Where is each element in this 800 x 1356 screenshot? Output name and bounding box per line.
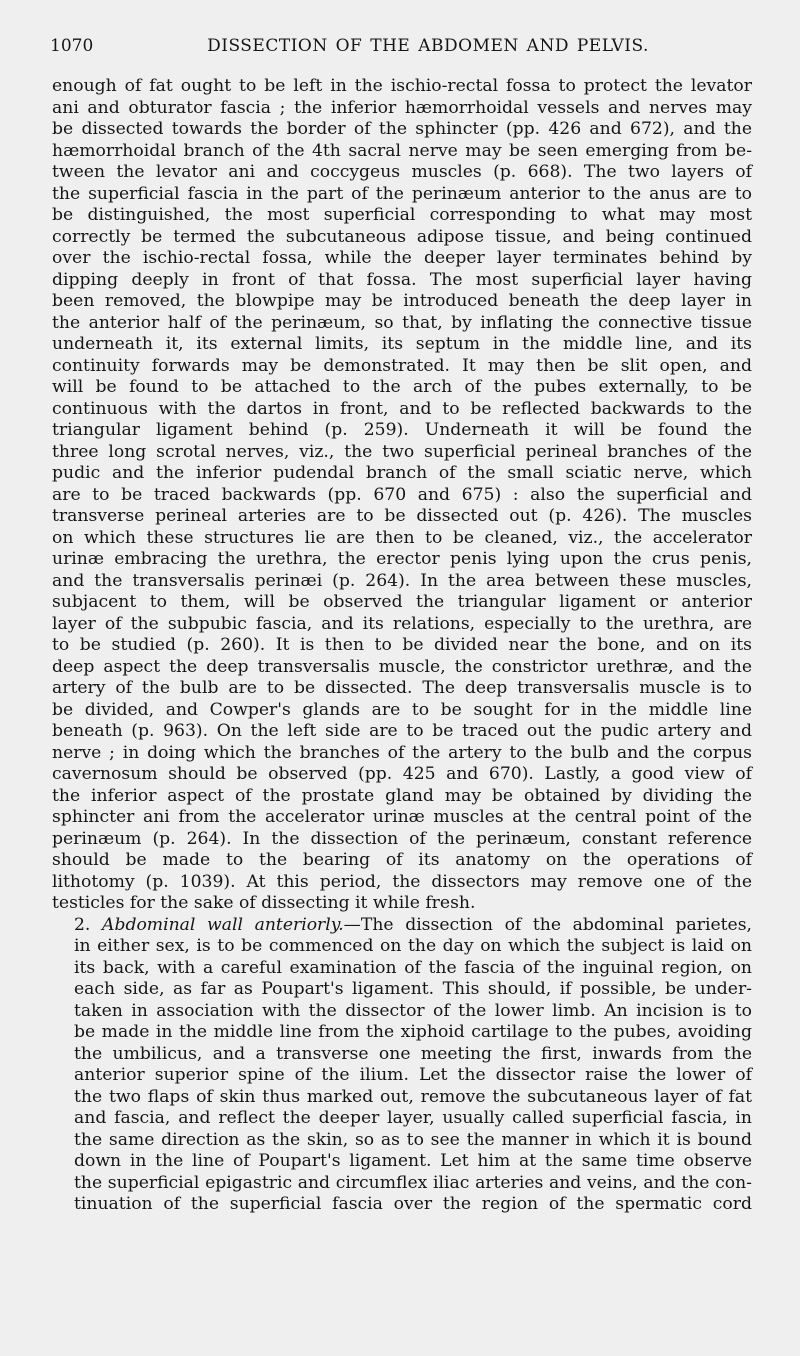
text-line: will be found to be attached to the arch of the pubes externally, to be [52,377,752,397]
text-line: pudic and the inferior pudendal branch of the small sciatic nerve, which [52,463,752,483]
text-line: been removed, the blowpipe may be introduced beneath the deep layer in [52,291,752,311]
text-line: sphincter ani from the accelerator urinæ muscles at the central point of the [52,807,752,827]
text-line: be divided, and Cowper's glands are to be sought for in the middle line [52,699,752,720]
text-line: be made in the middle line from the xiphoid cartilage to the pubes, avoiding [74,1022,752,1042]
text-line: in either sex, is to be commenced on the day on which the subject is laid on [74,936,752,956]
paragraph-abdominal-wall [52,915,752,1216]
text-line: the superficial fascia in the part of the perinæum anterior to the anus are to [52,183,752,204]
page-number: 1070 [50,36,94,56]
text-line: enough of fat ought to be left in the ischio-rectal fossa to protect the levator [52,76,752,96]
section-heading: Abdominal wall anteriorly. [102,914,344,935]
paragraph-2-first-line [52,915,752,937]
running-header [50,34,750,58]
text-line: the two flaps of skin thus marked out, remove the subcutaneous layer of fat [74,1086,752,1107]
text-line: taken in association with the dissector of the lower limb. An incision is to [74,1000,752,1021]
running-title: DISSECTION OF THE ABDOMEN AND PELVIS. [207,36,649,56]
text-line: triangular ligament behind (p. 259). Underneath it will be found the [52,420,752,440]
text-line: beneath (p. 963). On the left side are to be traced out the pudic artery and [52,721,752,741]
text-line: the umbilicus, and a transverse one meeting the first, inwards from the [74,1043,752,1064]
text-line: and the transversalis perinæi (p. 264). In the area between these muscles, [52,570,752,591]
text-line: artery of the bulb are to be dissected. The deep transversalis muscle is to [52,678,752,698]
body-text [52,76,752,1216]
text-line: should be made to the bearing of its anatomy on the operations of [52,850,752,870]
section-number: 2. [74,914,91,935]
text-line: on which these structures lie are then to be cleaned, viz., the accelerator [52,527,752,548]
text-line: tinuation of the superficial fascia over the region of the spermatic cord [74,1194,752,1214]
text-line: subjacent to them, will be observed the triangular ligament or anterior [52,592,752,612]
text-line: tween the levator ani and coccygeus muscles (p. 668). The two layers of [52,162,752,182]
text-line: ani and obturator fascia ; the inferior hæmorrhoidal vessels and nerves may [52,97,752,118]
text-line: the superficial epigastric and circumflex iliac arteries and veins, and the con- [74,1172,752,1193]
text-line: and fascia, and reflect the deeper layer, usually called superficial fascia, in [74,1108,752,1128]
text-line: lithotomy (p. 1039). At this period, the dissectors may remove one of the [52,871,752,892]
text-line: its back, with a careful examination of the fascia of the inguinal region, on [74,957,752,978]
text-line: dipping deeply in front of that fossa. The most superficial layer having [52,269,752,290]
text-line: to be studied (p. 260). It is then to be divided near the bone, and on its [52,635,752,655]
text-line: urinæ embracing the urethra, the erector penis lying upon the crus penis, [52,549,752,569]
text-line: cavernosum should be observed (pp. 425 and 670). Lastly, a good view of [52,764,752,784]
text-line: hæmorrhoidal branch of the 4th sacral nerve may be seen emerging from be- [52,140,752,161]
text-line: the inferior aspect of the prostate gland may be obtained by dividing the [52,785,752,806]
text-line: the same direction as the skin, so as to see the manner in which it is bound [74,1129,752,1150]
text-line: deep aspect the deep transversalis muscle, the constrictor urethræ, and the [52,656,752,677]
paragraph-perineum-dissection [52,76,752,915]
text-line: be distinguished, the most superficial corresponding to what may most [52,205,752,225]
text-line: nerve ; in doing which the branches of the artery to the bulb and the corpus [52,742,752,763]
text-line: the anterior half of the perinæum, so that, by inflating the connective tissue [52,312,752,333]
text-line: anterior superior spine of the ilium. Let the dissector raise the lower of [74,1065,752,1085]
text-line: correctly be termed the subcutaneous adipose tissue, and being continued [52,226,752,247]
text-line: perinæum (p. 264). In the dissection of the perinæum, constant reference [52,828,752,849]
text-line: over the ischio-rectal fossa, while the deeper layer terminates behind by [52,248,752,268]
text-line: testicles for the sake of dissecting it while fresh. [52,893,476,913]
text-line: continuity forwards may be demonstrated. It may then be slit open, and [52,355,752,376]
text-line: underneath it, its external limits, its septum in the middle line, and its [52,334,752,354]
text-line: continuous with the dartos in front, and to be reflected backwards to the [52,398,752,419]
section-lead-text: —The dissection of the abdominal parietes, [343,914,753,935]
text-line: each side, as far as Poupart's ligament. This should, if possible, be under- [74,979,752,999]
text-line: be dissected towards the border of the sphincter (pp. 426 and 672), and the [52,119,752,139]
text-line: transverse perineal arteries are to be dissected out (p. 426). The muscles [52,506,752,526]
text-line: layer of the subpubic fascia, and its relations, especially to the urethra, are [52,613,752,634]
text-line: down in the line of Poupart's ligament. Let him at the same time observe [74,1151,752,1171]
text-line: are to be traced backwards (pp. 670 and 675) : also the superficial and [52,484,752,505]
text-line: three long scrotal nerves, viz., the two superficial perineal branches of the [52,441,752,462]
